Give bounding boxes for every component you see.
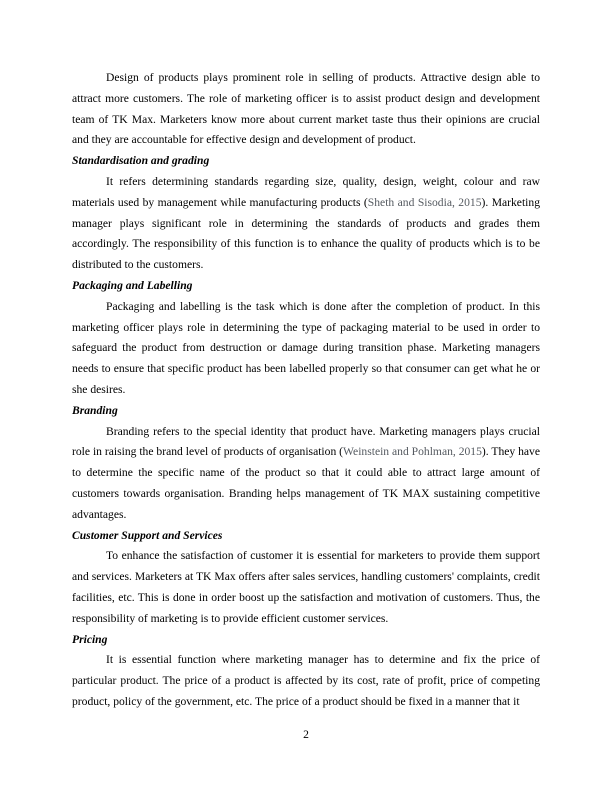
paragraph-text: ). They have to determine the specific name of the product so that it could able to attract large amount of customers towards organisation. Branding helps management of TK MAX sustaining competitive advantages.: [72, 445, 540, 521]
paragraph-text: Packaging and labelling is the task which is done after the completion of product. In this marketing officer plays role in determining the type of packaging material to be used in order to safeguard the product from destruction or damage during transition phase. Marketing managers needs to ensure that specific product has been labelled properly so that consumer can get what he or she desires.: [72, 299, 540, 396]
paragraph-customer-support: [72, 546, 540, 629]
citation: Sheth and Sisodia, 2015: [367, 195, 482, 209]
citation: Weinstein and Pohlman, 2015: [343, 445, 482, 459]
document-page: [72, 68, 540, 713]
paragraph-text: It is essential function where marketing manager has to determine and fix the price of particular product. The price of a product is affected by its cost, rate of profit, price of competing product, policy of the government, etc. The price of a product should be fixed in a manner that it: [72, 653, 540, 708]
paragraph-product-design: [72, 68, 540, 151]
paragraph-text: It refers determining standards regarding size, quality, design, weight, colour and raw materials used by management while manufacturing products (: [72, 174, 540, 209]
heading-packaging-labelling: Packaging and Labelling: [72, 278, 193, 292]
paragraph-pricing: [72, 650, 540, 712]
paragraph-text: Branding refers to the special identity that product have. Marketing managers plays crucial role in raising the brand level of products of organisation (: [72, 424, 540, 459]
heading-pricing: Pricing: [72, 632, 108, 646]
heading-customer-support: Customer Support and Services: [72, 528, 223, 542]
paragraph-text: Design of products plays prominent role in selling of products. Attractive design able to attract more customers. The role of marketing officer is to assist product design and development team of TK Max. Marketers know more about current market taste thus their opinions are crucial and they are accountable for effective design and development of product.: [72, 71, 540, 147]
heading-branding: Branding: [72, 403, 118, 417]
heading-standardisation-grading: Standardisation and grading: [72, 154, 210, 168]
paragraph-branding: [72, 422, 540, 526]
paragraph-text: ). Marketing manager plays significant role in determining the standards of products and grades them accordingly. The responsibility of this function is to enhance the quality of products which is to be distributed to the customers.: [72, 195, 540, 272]
paragraph-packaging-labelling: [72, 297, 540, 401]
paragraph-text: To enhance the satisfaction of customer it is essential for marketers to provide them support and services. Marketers at TK Max offers after sales services, handling customers' complaints, credit facilities, etc. This is done in order boost up the satisfaction and motivation of customers. Thus, the responsibility of marketing is to provide efficient customer services.: [72, 549, 540, 625]
page-number: 2: [303, 728, 309, 741]
paragraph-standardisation-grading: [72, 172, 540, 276]
